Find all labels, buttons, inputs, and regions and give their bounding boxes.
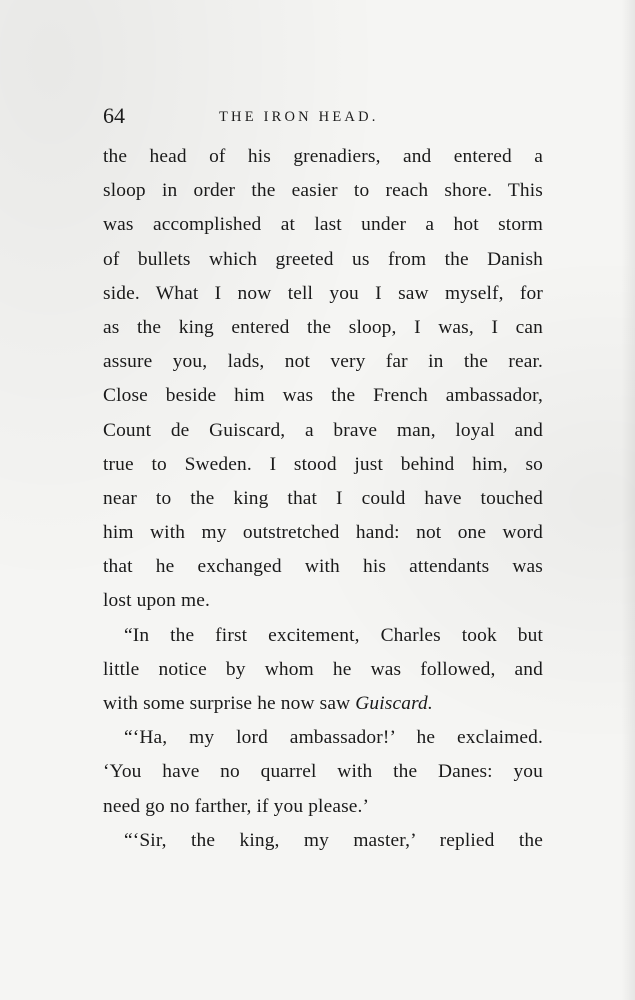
text-line: lost upon me. [103, 590, 210, 612]
text-line: Count de Guiscard, a brave man, loyal and [103, 419, 543, 441]
text-line: of bullets which greeted us from the Danish [103, 248, 543, 270]
body-text [103, 140, 543, 858]
text-line: “‘Sir, the king, my master,’ replied the [124, 829, 543, 851]
text-line: the head of his grenadiers, and entered a [103, 146, 543, 167]
text-line: true to Sweden. I stood just behind him, so [103, 453, 543, 475]
text-line: was accomplished at last under a hot storm [103, 214, 543, 236]
text-line: Close beside him was the French ambassador, [103, 385, 543, 407]
text-span: with some surprise he now saw [103, 693, 356, 714]
text-line: near to the king that I could have touched [103, 487, 543, 509]
page-header [103, 101, 543, 131]
text-line: him with my outstretched hand: not one word [103, 522, 543, 544]
text-line: sloop in order the easier to reach shore. This [103, 180, 543, 202]
text-line: as the king entered the sloop, I was, I can [103, 316, 543, 338]
running-title: THE IRON HEAD. [219, 109, 379, 125]
text-line-mixed [103, 687, 543, 721]
text-line: need go no farther, if you please.’ [103, 795, 370, 817]
page-edge-shadow [621, 0, 635, 1000]
text-line: ‘You have no quarrel with the Danes: you [103, 761, 543, 783]
text-line: “In the first excitement, Charles took but [124, 624, 543, 646]
text-line: little notice by whom he was followed, and [103, 658, 543, 680]
text-line: “‘Ha, my lord ambassador!’ he exclaimed. [124, 727, 543, 749]
italic-name: Guiscard. [355, 693, 433, 714]
text-line: that he exchanged with his attendants was [103, 556, 543, 578]
text-line: side. What I now tell you I saw myself, for [103, 282, 543, 304]
text-line: assure you, lads, not very far in the rear. [103, 351, 543, 373]
page-number: 64 [103, 103, 125, 128]
